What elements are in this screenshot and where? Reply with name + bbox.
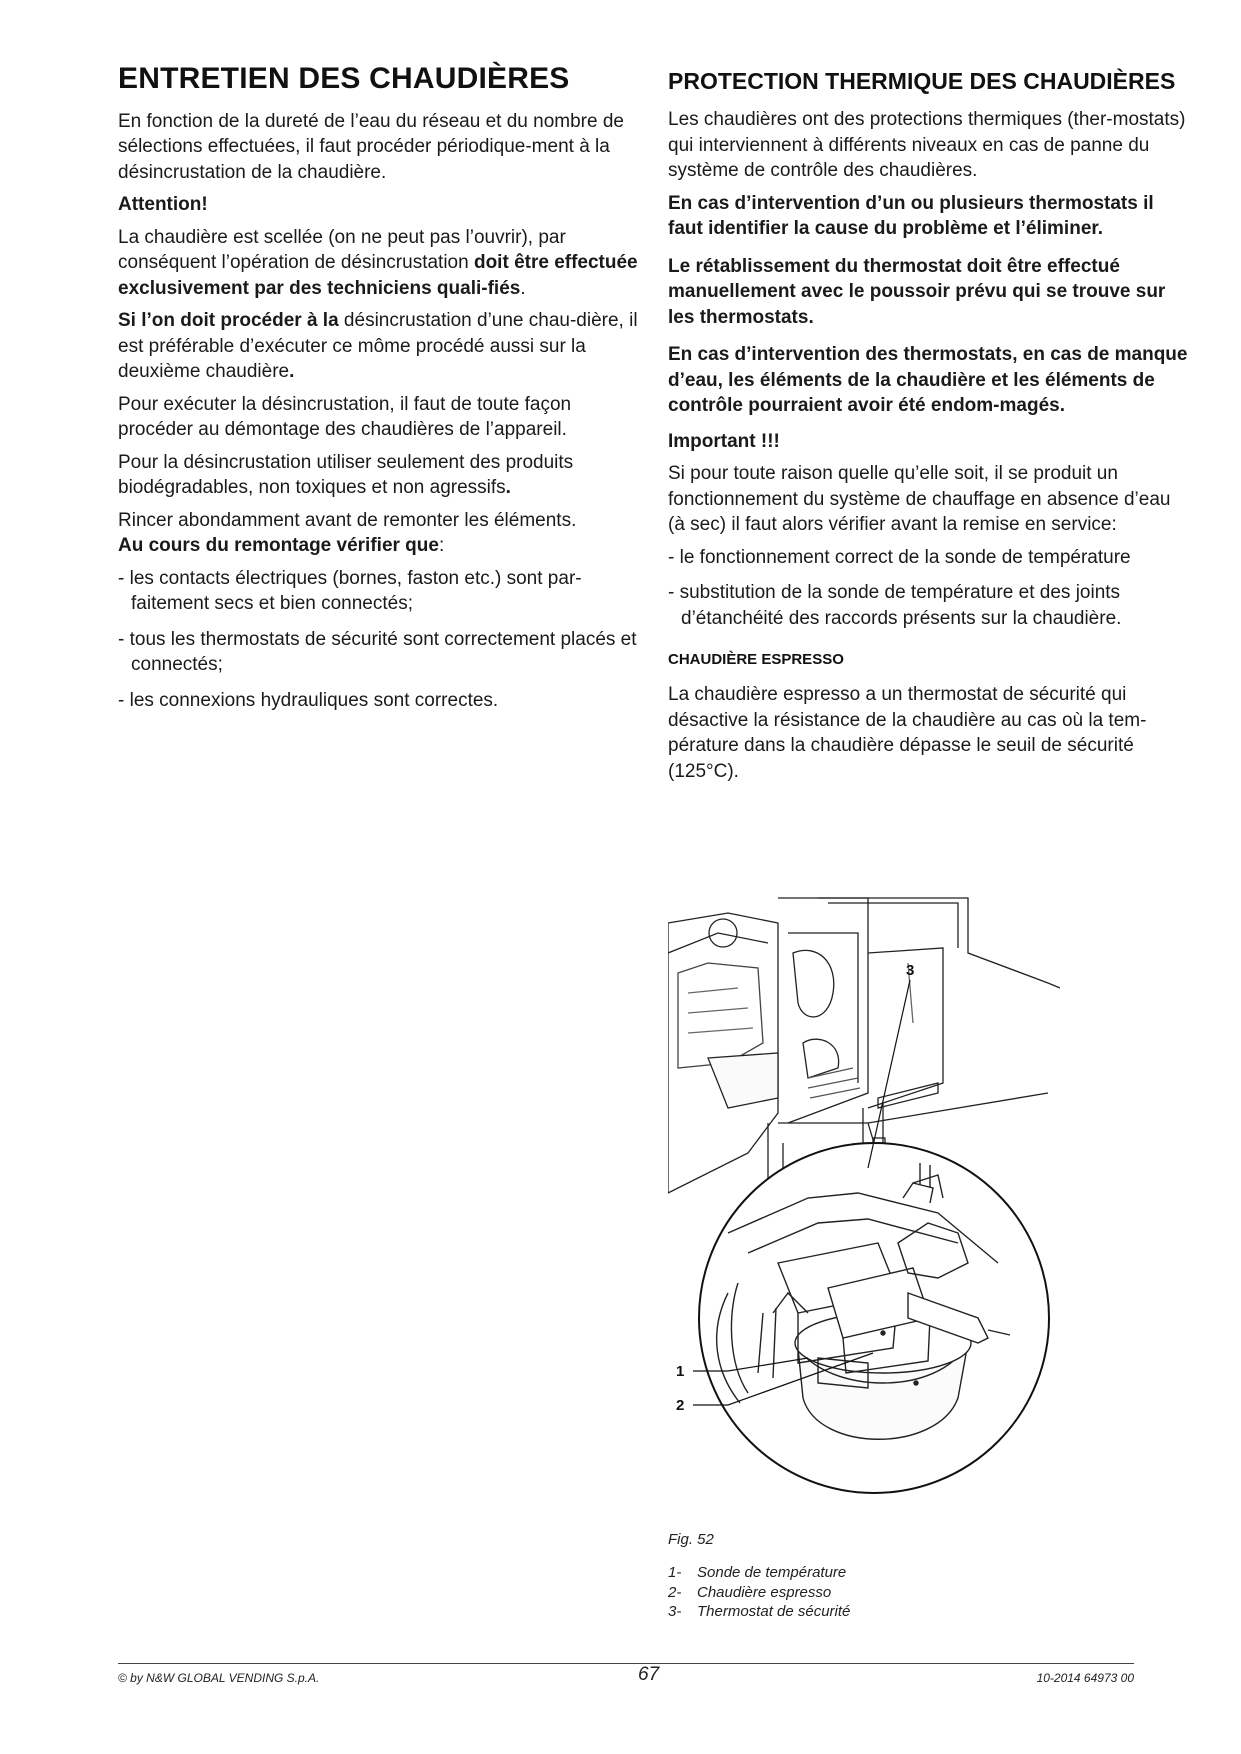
- footer-copyright: © by N&W GLOBAL VENDING S.p.A.: [118, 1671, 320, 1685]
- right-column: [668, 62, 1192, 791]
- list-item: - les contacts électriques (bornes, faston etc.) sont par-faitement secs et bien connectés;: [118, 567, 582, 614]
- boiler-illustration: [668, 893, 1060, 1521]
- figure-caption: Fig. 52: [668, 1531, 714, 1548]
- paragraph: Les chaudières ont des protections thermiques (ther-mostats) qui interviennent à différents niveaux en cas de panne du système de contrôle des chaudières.: [668, 109, 1186, 182]
- attention-label: Attention!: [118, 194, 208, 215]
- bold-paragraph: Le rétablissement du thermostat doit être effectué manuellement avec le poussoir prévu qui se trouve sur les thermostats.: [668, 255, 1166, 328]
- legend-item: 2- Chaudière espresso: [668, 1583, 832, 1601]
- list-item: - les connexions hydrauliques sont correctes.: [118, 689, 499, 711]
- document-code: 10-2014 64973 00: [1036, 1671, 1134, 1685]
- bold-paragraph: En cas d’intervention des thermostats, en cas de manque d’eau, les éléments de la chaudière et les éléments de contrôle pourraient avoir été endom-magés.: [668, 344, 1188, 417]
- paragraph: Au cours du remontage vérifier que:: [118, 535, 445, 556]
- callout-3: 3: [906, 962, 915, 979]
- section-title-maintenance: ENTRETIEN DES CHAUDIÈRES: [118, 62, 570, 95]
- legend-item: 3- Thermostat de sécurité: [668, 1603, 851, 1620]
- paragraph: En fonction de la dureté de l’eau du réseau et du nombre de sélections effectuées, il faut procéder périodique-ment à la désincrustation de la chaudière.: [118, 110, 624, 183]
- legend-item: 1- Sonde de température: [668, 1564, 847, 1581]
- footer-divider: [118, 1663, 1134, 1664]
- important-label: Important !!!: [668, 430, 780, 452]
- left-column: [118, 62, 640, 723]
- paragraph: Si pour toute raison quelle qu’elle soit, il se produit un fonctionnement du système de chauffage en absence d’eau (à sec) il faut alors vérifier avant la remise en service:: [668, 463, 1171, 536]
- callout-2: 2: [676, 1397, 685, 1414]
- boiler-figure: [668, 893, 1060, 1521]
- paragraph: Si l’on doit procéder à la désincrustation d’une chau-dière, il est préférable d’exécuter ce môme procédé aussi sur la deuxième chaudière.: [118, 310, 638, 382]
- section-title-thermal-protection: PROTECTION THERMIQUE DES CHAUDIÈRES: [668, 68, 1176, 94]
- paragraph: La chaudière est scellée (on ne peut pas l’ouvrir), par conséquent l’opération de désincrustation doit être effectuée exclusivement par des techniciens quali-fiés.: [118, 226, 638, 299]
- list-item: - substitution de la sonde de température et des joints d’étanchéité des raccords présents sur la chaudière.: [668, 582, 1122, 629]
- paragraph: Rincer abondamment avant de remonter les éléments.: [118, 509, 577, 531]
- subsection-title-espresso-boiler: CHAUDIÈRE ESPRESSO: [668, 651, 844, 669]
- list-item: - le fonctionnement correct de la sonde de température: [668, 546, 1131, 568]
- paragraph: Pour exécuter la désincrustation, il faut de toute façon procéder au démontage des chaudières de l’appareil.: [118, 393, 572, 440]
- paragraph: La chaudière espresso a un thermostat de sécurité qui désactive la résistance de la chaudière au cas où la tem-pérature dans la chaudière dépasse le seuil de sécurité (125°C).: [668, 684, 1147, 782]
- paragraph: Pour la désincrustation utiliser seulement des produits biodégradables, non toxiques et non agressifs.: [118, 451, 574, 498]
- list-item: - tous les thermostats de sécurité sont correctement placés et connectés;: [118, 628, 637, 675]
- bold-paragraph: En cas d’intervention d’un ou plusieurs thermostats il faut identifier la cause du problème et l’éliminer.: [668, 192, 1154, 240]
- page-number: 67: [638, 1664, 660, 1685]
- callout-1: 1: [676, 1363, 685, 1380]
- figure-legend: [668, 1563, 850, 1622]
